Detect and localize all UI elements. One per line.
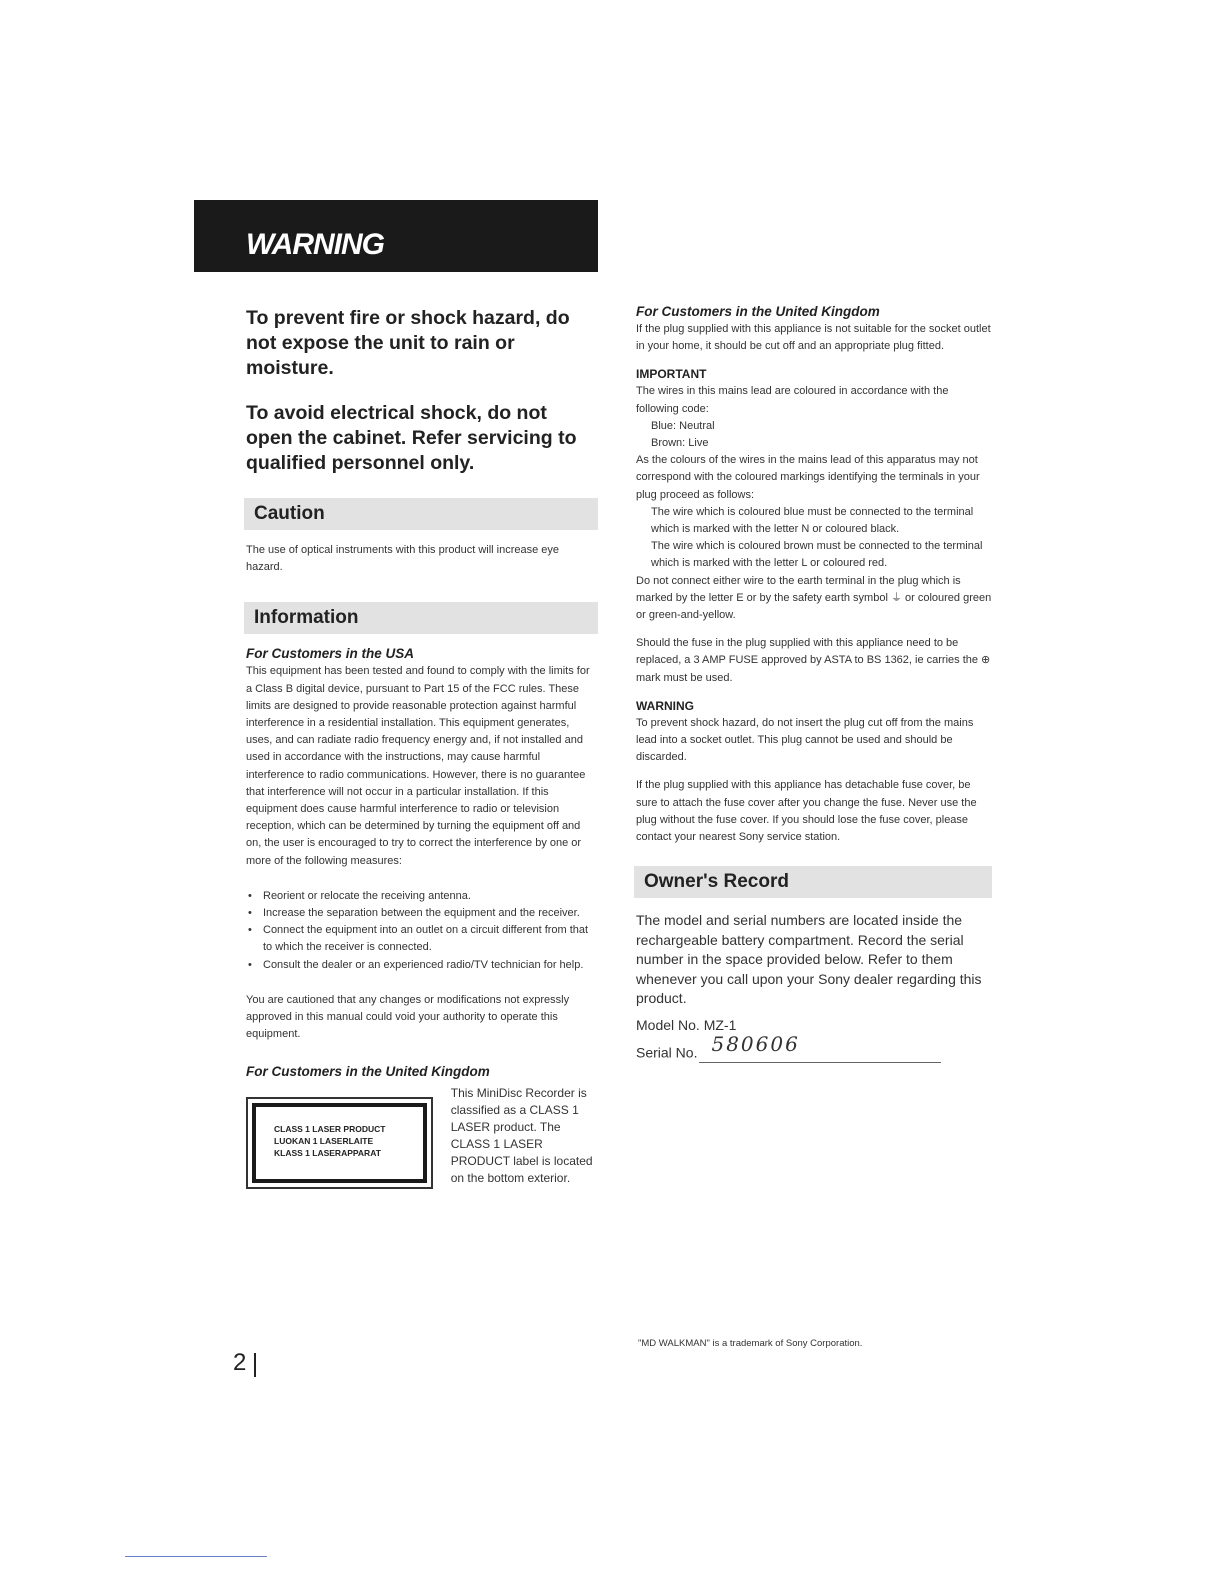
serial-number-row xyxy=(636,1031,992,1063)
list-item: • Connect the equipment into an outlet on a circuit different from that to which the receiver is connected. xyxy=(246,922,598,956)
code-brown: Brown: Live xyxy=(651,437,709,450)
warning-label: WARNING xyxy=(636,698,694,713)
laser-label-line: KLASS 1 LASERAPPARAT xyxy=(274,1148,381,1159)
usa-fcc-text: This equipment has been tested and found to comply with the limits for a Class B digital device, pursuant to Part 15 of the FCC rules. These limits are designed to provide reasonable protection against harmful interference in a residential installation. This equipment generates, uses, and can radiate radio frequency energy and, if not installed and used in accordance with the instructions, may cause harmful interference to radio communications. However, there is no guarantee that interference will not occur in a particular installation. If this equipment does cause harmful interference to radio or television reception, which can be determined by turning the equipment off and on, the user is encouraged to try to correct the interference by one or more of the following measures: xyxy=(246,665,590,867)
fuse-cover-text: If the plug supplied with this appliance has detachable fuse cover, be sure to attach the fuse cover after you change the fuse. Never use the plug without the fuse cover. If you should lose the fuse cover, please contact your nearest Sony service station. xyxy=(636,779,977,844)
uk-plug-text: If the plug supplied with this appliance is not suitable for the socket outlet in your home, it should be cut off and an appropriate plug fitted. xyxy=(636,323,991,353)
information-heading: Information xyxy=(244,602,598,634)
right-column xyxy=(636,303,992,1063)
list-item: • Reorient or relocate the receiving antenna. xyxy=(246,888,598,905)
laser-label-line: CLASS 1 LASER PRODUCT xyxy=(274,1124,386,1135)
laser-label-line: LUOKAN 1 LASERLAITE xyxy=(274,1136,374,1147)
colours-text: As the colours of the wires in the mains lead of this apparatus may not correspond with the coloured markings identifying the terminals in your plug proceed as follows: xyxy=(636,454,980,501)
earth-text: Do not connect either wire to the earth terminal in the plug which is marked by the letter E or by the safety earth symbol ⏚ or coloured green or green-and-yellow. xyxy=(636,574,992,622)
fire-shock-warning: To prevent fire or shock hazard, do not expose the unit to rain or moisture. xyxy=(246,307,570,379)
left-column xyxy=(246,306,598,1189)
blue-wire-text: The wire which is coloured blue must be connected to the terminal which is marked with the letter N or coloured black. xyxy=(651,505,974,536)
laser-section xyxy=(246,1085,598,1189)
laser-description: This MiniDisc Recorder is classified as a CLASS 1 LASER product. The CLASS 1 LASER PRODUCT label is located on the bottom exterior. xyxy=(450,1086,593,1186)
modification-caution-text: You are cautioned that any changes or modifications not expressly approved in this manual could void your authority to operate this equipment. xyxy=(246,993,570,1041)
important-text: The wires in this mains lead are coloured in accordance with the following code: xyxy=(636,385,949,415)
serial-handwritten: 580606 xyxy=(711,1031,800,1056)
page-number-divider xyxy=(254,1353,256,1377)
uk-heading-left: For Customers in the United Kingdom xyxy=(246,1064,490,1080)
interference-measures-list xyxy=(246,888,598,974)
important-label: IMPORTANT xyxy=(636,367,707,382)
model-number: Model No. MZ-1 xyxy=(636,1017,737,1034)
list-item: • Consult the dealer or an experienced radio/TV technician for help. xyxy=(246,957,598,974)
usa-heading: For Customers in the USA xyxy=(246,646,415,662)
warning-banner xyxy=(194,200,598,272)
brown-wire-text: The wire which is coloured brown must be connected to the terminal which is marked with the letter L or coloured red. xyxy=(651,540,983,570)
serial-field xyxy=(699,1031,941,1063)
page-number: 2 xyxy=(233,1349,247,1376)
fuse-text: Should the fuse in the plug supplied with this appliance need to be replaced, a 3 AMP FUSE approved by ASTA to BS 1362, ie carries the ⊕ mark must be used. xyxy=(636,637,991,684)
trademark-note: "MD WALKMAN" is a trademark of Sony Corporation. xyxy=(638,1338,863,1349)
caution-heading: Caution xyxy=(244,498,598,530)
bottom-rule xyxy=(125,1556,267,1557)
owners-record-heading: Owner's Record xyxy=(634,866,992,898)
plug-warning-text: To prevent shock hazard, do not insert the plug cut off from the mains lead into a socket outlet. This plug cannot be used and should be discarded. xyxy=(636,716,974,764)
uk-heading-right: For Customers in the United Kingdom xyxy=(636,304,880,319)
electrical-shock-warning: To avoid electrical shock, do not open the cabinet. Refer servicing to qualified personnel only. xyxy=(246,402,577,474)
caution-text: The use of optical instruments with this product will increase eye hazard. xyxy=(246,544,560,574)
code-blue: Blue: Neutral xyxy=(651,419,715,432)
owners-record-text: The model and serial numbers are located inside the rechargeable battery compartment. Record the serial number in the space provided below. Refer to them whenever you call upon your Sony dealer regarding this product. xyxy=(636,912,982,1006)
list-item: • Increase the separation between the equipment and the receiver. xyxy=(246,905,598,922)
class1-laser-label xyxy=(246,1097,433,1189)
banner-title: WARNING xyxy=(246,228,384,261)
serial-label: Serial No. xyxy=(636,1044,698,1061)
